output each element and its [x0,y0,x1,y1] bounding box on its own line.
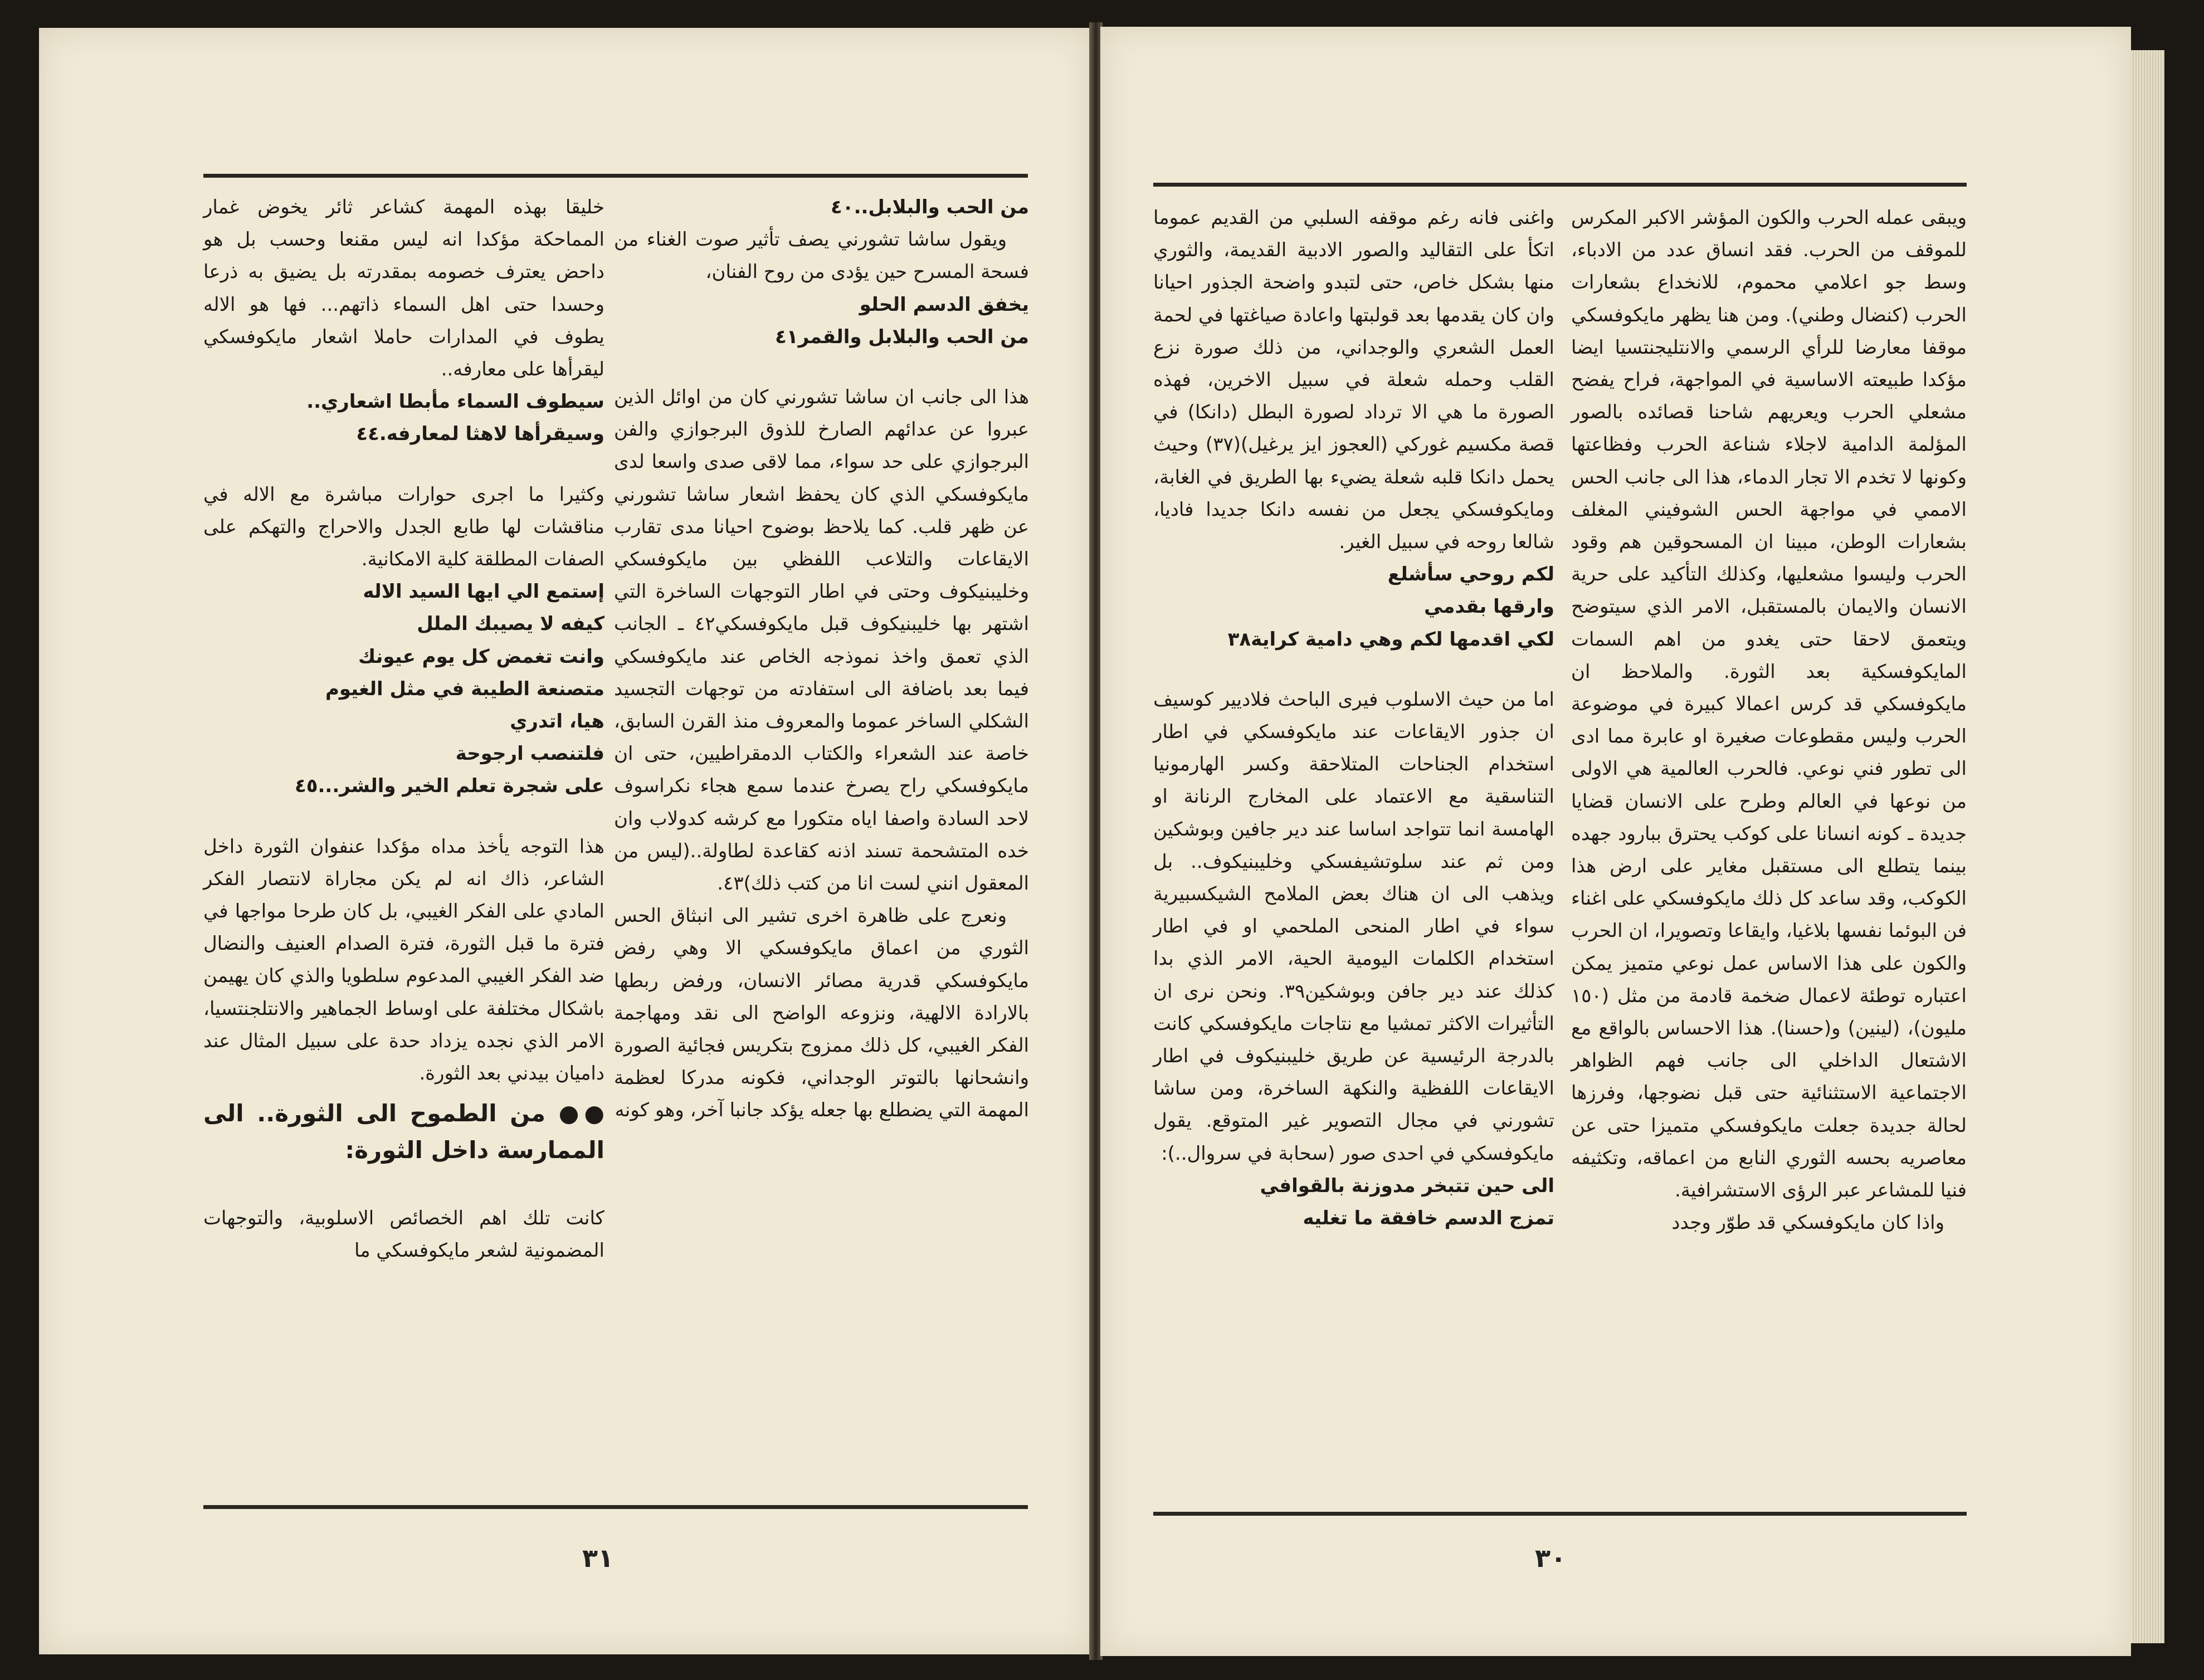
verse-line: تمزج الدسم خافقة ما تغليه [1303,1207,1554,1230]
left-page-right-column [614,191,1029,1127]
body-paragraph: واغنى فانه رغم موقفه السلبي من القديم عموما اتكأ على التقاليد والصور الادبية القديمة، والثوري منها بشكل خاص، حتى لتبدو واضحة الجذور احيانا وان كان يقدمها بعد قولبتها واعادة صياغتها في لحمة العمل الشعري والوجداني، من ذلك صورة نزع القلب وحمله شعلة في سبيل الاخرين، فهذه الصورة ما هي الا ترداد لصورة البطل (دانكا) في قصة مكسيم غوركي (العجوز ايز يرغيل)(٣٧) وحيث يحمل دانكا قلبه شعلة يضيء بها الطريق في الغابة، ومايكوفسكي يجعل من نفسه دانكا جديدا فاديا، شالعا روحه في سبيل الغير. [1153,207,1554,554]
top-rule [203,174,1028,178]
verse-line: الى حين تتبخر مدوزنة بالقوافي [1260,1174,1554,1197]
verse-line: لكي اقدمها لكم وهي دامية كراية٣٨ [1227,628,1554,651]
verse-line: وسيقرأها لاهثا لمعارفه.٤٤ [356,423,604,446]
paragraph-spacer [203,451,604,478]
body-paragraph: هذا التوجه يأخذ مداه مؤكدا عنفوان الثورة داخل الشاعر، ذاك انه لم يكن مجاراة لانتصار الفكر المادي على الفكر الغيبي، بل كان طرحا مواجها في فترة ما قبل الثورة، فترة الصدام العنيف والنضال ضد الفكر الغيبي المدعوم سلطويا والذي كان يهيمن باشكال مختلفة على اوساط الجماهير والانتلجنتسيا، الامر الذي نجده يزداد حدة على سبيل المثال عند داميان بيدني بعد الثورة. [203,835,604,1085]
verse-line: هيا، اتدري [510,710,604,733]
verse-line: لكم روحي سأشلع [1387,563,1554,586]
left-page [39,28,1092,1654]
page-edges [2131,50,2164,1643]
section-heading: ●● من الطموح الى الثورة.. الى الممارسة داخل الثورة: [203,1100,604,1164]
body-paragraph: اما من حيث الاسلوب فيرى الباحث فلاديير كوسيف ان جذور الايقاعات عند مايكوفسكي في اطار استخدام الجناحات المتلاحقة وكسر الهارمونيا التناسقية مع الاعتماد على المخارج الرنانة او الهامسة انما تتواجد اساسا عند دير جافين وبوشكين ومن ثم عند سلوتشيفسكي وخليبنيكوف.. بل ويذهب الى ان هناك بعض الملامح الشيكسبيرية سواء في اطار المنحى الملحمي او في اطار استخدام الكلمات اليومية الحية، الامر الذي بدا كذلك عند دير جافن وبوشكين٣٩. ونحن نرى ان التأثيرات الاكثر تمشيا مع نتاجات مايكوفسكي كانت بالدرجة الرئيسية عن طريق خليبنيكوف في اطار الايقاعات اللفظية والنكهة الساخرة، ومن ساشا تشورني في مجال التصوير غير المتوقع. يقول مايكوفسكي في احدى صور (سحابة في سروال..): [1153,688,1554,1165]
left-page-left-column [203,191,604,1267]
right-page-right-column [1571,202,1967,1239]
verse-line: كيفه لا يصيبك الملل [417,613,604,636]
page-number: ٣١ [582,1543,614,1573]
body-paragraph: خليقا بهذه المهمة كشاعر ثائر يخوض غمار المماحكة مؤكدا انه ليس مقنعا وحسب بل هو داحض يعترف خصومه بمقدرته بل يضيق به ذرعا وحسدا حتى اهل السماء ذاتهم... فها هو الاله يطوف في المدارات حاملا اشعار مايكوفسكي ليقرأها على معارفه.. [203,196,604,381]
body-paragraph: ونعرج على ظاهرة اخرى تشير الى انبثاق الحس الثوري من اعماق مايكوفسكي الا وهي رفض مايكوفسكي قدرية مصائر الانسان، ورفض ربطها بالارادة الالهية، ونزوعه الواضح الى نقد ومهاجمة الفكر الغيبي، كل ذلك ممزوج بتكريس فجائية الصورة وانشحانها بالتوتر الوجداني، فكونه مدركا لعظمة المهمة التي يضطلع بها جعله يؤكد جانبا آخر، وهو كونه [614,905,1029,1122]
verse-line: إستمع الي ايها السيد الاله [363,580,604,603]
verse-line: من الحب والبلابل..٤٠ [831,196,1029,218]
body-paragraph: هذا الى جانب ان ساشا تشورني كان من اوائل الذين عبروا عن عدائهم الصارخ للذوق البرجوازي والفن البرجوازي على حد سواء، مما لاقى صدى واسعا لدى مايكوفسكي الذي كان يحفظ اشعار ساشا تشورني عن ظهر قلب. كما يلاحظ بوضوح احيانا مدى تقارب الايقاعات والتلاعب اللفظي بين مايكوفسكي وخليبنيكوف وحتى في اطار التوجهات الساخرة التي اشتهر بها خليبنيكوف قبل مايكوفسكي٤٢ ـ الجانب الذي تعمق واخذ نموذجه الخاص عند مايكوفسكي فيما بعد باضافة الى استفادته من توجهات التجسيد الشكلي الساخر عموما والمعروف منذ القرن السابق، خاصة عند الشعراء والكتاب الدمقراطيين، حتى ان مايكوفسكي راح يصرخ عندما سمع هجاء نكراسوف لاحد السادة واصفا اياه متكورا مع كرشه كدولاب وان خده المتشحمة تسند اذنه كقاعدة لطاولة..(ليس من المعقول انني لست انا من كتب ذلك)٤٣. [614,386,1029,895]
body-paragraph: كانت تلك اهم الخصائص الاسلوبية، والتوجهات المضمونية لشعر مايكوفسكي ما [203,1207,604,1262]
bottom-rule [203,1505,1028,1509]
verse-line: على شجرة تعلم الخير والشر...٤٥ [294,775,604,798]
bottom-rule [1153,1512,1967,1516]
verse-line: من الحب والبلابل والقمر٤١ [775,325,1029,348]
body-paragraph: وكثيرا ما اجرى حوارات مباشرة مع الاله في مناقشات لها طابع الجدل والاحراج والتهكم على الصفات المطلقة كلية الامكانية. [203,483,604,571]
paragraph-spacer [1153,656,1554,683]
body-paragraph: واذا كان مايكوفسكي قد طوّر وجدد [1671,1212,1944,1234]
right-page-left-column [1153,202,1554,1234]
body-paragraph: ويبقى عمله الحرب والكون المؤشر الاكبر المكرس للموقف من الحرب. فقد انساق عدد من الادباء، وسط جو اعلامي محموم، للانخداع بشعارات الحرب (كنضال وطني). ومن هنا يظهر مايكوفسكي موقفا معارضا للرأي الرسمي والانتليجنتسيا ايضا مؤكدا طبيعته الاساسية في المواجهة، فراح يفضح مشعلي الحرب ويعريهم شاحنا قصائده بالصور المؤلمة الدامية لاجلاء شناعة الحرب وفظاعتها وكونها لا تخدم الا تجار الدماء، هذا الى جانب الحس الاممي في مواجهة الحس الشوفيني المغلف بشعارات الوطن، مبينا ان المسحوقين هم وقود الحرب وليسوا مشعليها، وكذلك التأكيد على حرية الانسان والايمان بالمستقبل، الامر الذي سيتوضح ويتعمق لاحقا حتى يغدو من اهم السمات المايكوفسكية بعد الثورة. والملاحظ ان مايكوفسكي قد كرس اعمالا كبيرة في موضوعة الحرب وليس مقطوعات صغيرة او عابرة مما ادى الى تطور فني نوعي. فالحرب العالمية هي الاولى من نوعها في العالم وطرح على الانسان قضايا جديدة ـ كونه انسانا على كوكب يحترق ببارود جهده بينما يتطلع الى مستقبل مغاير على ارض هذا الكوكب، وقد ساعد كل ذلك مايكوفسكي على اغناء فن البوئما نفسها بلاغيا، وايقاعا وتصويرا، ان الحرب والكون على هذا الاساس عمل نوعي متميز يمكن اعتباره توطئة لاعمال ضخمة قادمة من مثل (١٥٠ مليون)، (لينين) و(حسنا). هذا الاحساس بالواقع مع الاشتعال الداخلي الى جانب فهم الظواهر الاجتماعية الاستثنائية حتى قبل نضوجها، وفرزها لحالة جديدة جعلت مايكوفسكي متميزا حتى عن معاصريه بحسه الثوري النابع من اعماقه، وتكثيفه فنيا للمشاعر عبر الرؤى الاستشرافية. [1571,207,1967,1202]
verse-line: فلتنصب ارجوحة [455,743,604,765]
paragraph-spacer [614,353,1029,381]
page-number: ٣٠ [1535,1543,1567,1573]
verse-line: متصنعة الطيبة في مثل الغيوم [325,677,604,700]
verse-line: يخفق الدسم الحلو [859,293,1029,316]
top-rule [1153,183,1967,187]
verse-line: وانت تغمض كل يوم عيونك [358,645,604,668]
paragraph-spacer [203,803,604,831]
verse-line: سيطوف السماء مأبطا اشعاري.. [306,390,604,413]
right-page [1100,27,2131,1656]
verse-line: وارقها بقدمي [1424,595,1554,618]
body-paragraph: ويقول ساشا تشورني يصف تأثير صوت الغناء من فسحة المسرح حين يؤدى من روح الفنان، [614,228,1029,284]
